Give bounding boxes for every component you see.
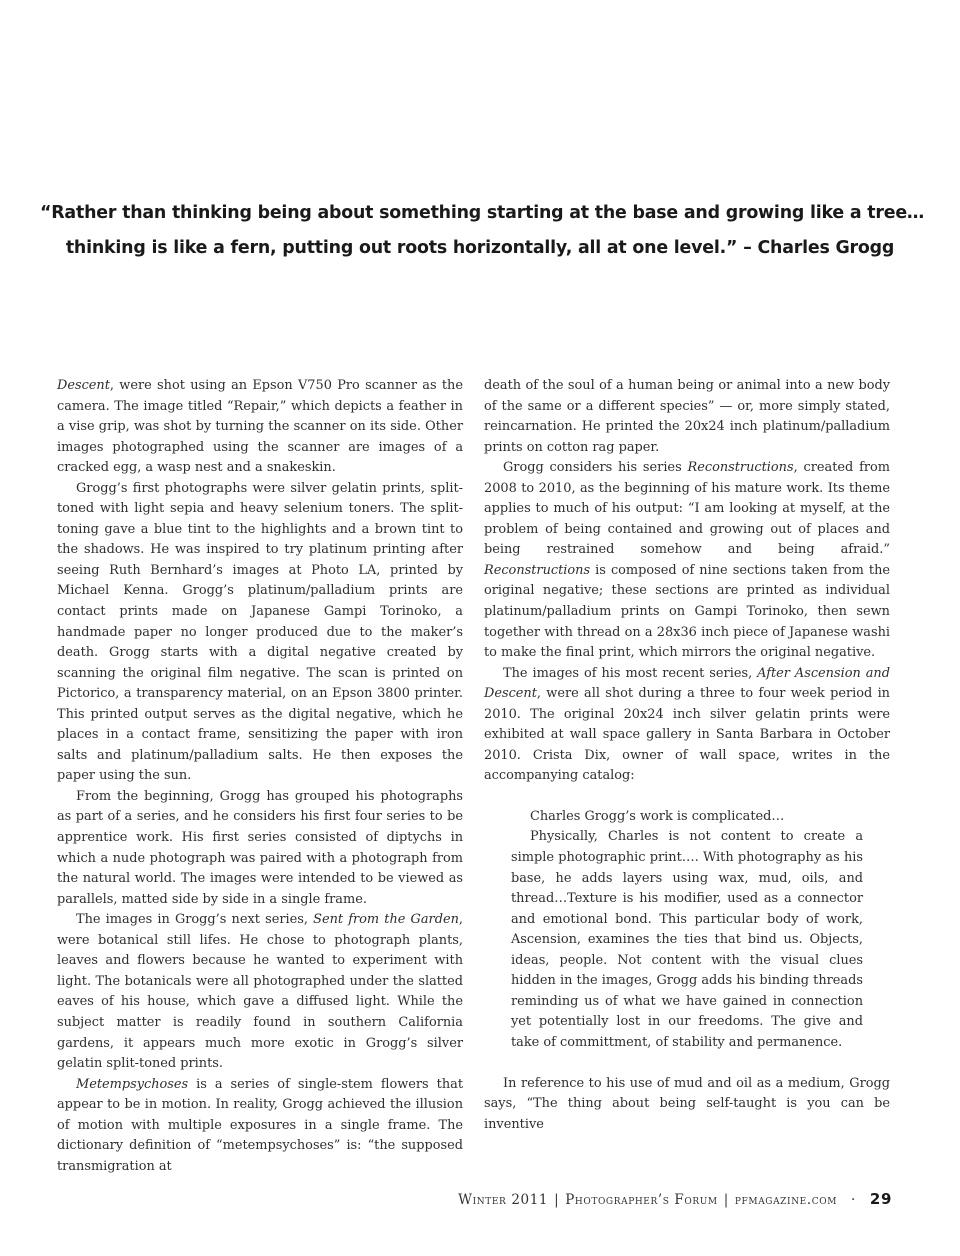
paragraph: death of the soul of a human being or animal into a new body of the same or a different species” — or, more simply stated, reincarnation. He printed the 20x24 inch platinum/palladium prints on cotton rag paper. [484, 378, 890, 455]
paragraph: The images of his most recent series, After Ascension and Descent, were all shot during a three to four week period in 2010. The original 20x24 inch silver gelatin prints were exhibited at wall space gallery in Santa Barbara in October 2010. Crista Dix, owner of wall space, writes in the accompanying catalog: [484, 665, 890, 784]
separator: | [723, 1192, 729, 1208]
blockquote-paragraph: Charles Grogg’s work is complicated… [530, 808, 785, 824]
series-title: Descent [57, 378, 110, 393]
series-title: Reconstructions [687, 460, 794, 476]
blockquote-paragraph: Physically, Charles is not content to create a simple photographic print…. With photography as his base, he adds layers using wax, mud, oils, and thread…Texture is his modifier, used as a connector and emotional bond. This particular body of work, Ascension, examines the ties that bind us. Objects, ideas, people. Not content with the visual clues hidden in the images, Grogg adds his binding threads reminding us of what we have gained in connection yet potentially lost in our freedoms. The give and take of committment, of stability and permanence. [511, 829, 863, 1050]
pull-quote [40, 196, 925, 266]
paragraph: Descent, were shot using an Epson V750 Pro scanner as the camera. The image titled “Repair,” which depicts a feather in a vise grip, was shot by turning the scanner on its side. Other images photographed using the scanner are images of a cracked egg, a wasp nest and a snakeskin. [57, 378, 463, 476]
paragraph: In reference to his use of mud and oil as a medium, Grogg says, “The thing about being self-taught is you can be inventive [484, 1075, 890, 1132]
paragraph: Grogg’s first photographs were silver gelatin prints, split-toned with light sepia and heavy selenium toners. The split-toning gave a blue tint to the highlights and a brown tint to the shadows. He was inspired to try platinum printing after seeing Ruth Bernhard’s images at Photo LA, printed by Michael Kenna. Grogg’s platinum/palladium prints are contact prints made on Japanese Gampi Torinoko, a handmade paper no longer produced due to the maker’s death. Grogg starts with a digital negative created by scanning the original film negative. The scan is printed on Pictorico, a transparency material, on an Epson 3800 printer. This printed output serves as the digital negative, which he places in a contact frame, sensitizing the paper with iron salts and platinum/palladium salts. He then exposes the paper using the sun. [57, 480, 463, 784]
series-title: Metempsychoses [76, 1076, 189, 1092]
page-footer [458, 1190, 892, 1208]
separator: | [554, 1192, 560, 1208]
series-title: Reconstructions [484, 562, 591, 578]
issue-label: Winter 2011 [458, 1192, 549, 1208]
left-column [57, 376, 463, 1177]
magazine-name: Photographer’s Forum [565, 1192, 718, 1208]
paragraph: The images in Grogg’s next series, Sent from the Garden, were botanical still lifes. He chose to photograph plants, leaves and flowers because he wanted to experiment with light. The botanicals were all photographed under the slatted eaves of his house, which gave a diffused light. While the subject matter is readily found in southern California gardens, it appears much more exotic in Grogg’s silver gelatin split-toned prints. [57, 912, 463, 1072]
right-column [484, 376, 890, 1135]
pull-quote-line-2: thinking is like a fern, putting out roots horizontally, all at one level.” – Charles Grogg [65, 238, 895, 258]
pull-quote-line-1: “Rather than thinking being about something starting at the base and growing like a tree… [40, 203, 925, 223]
series-title: After Ascension and Descent [484, 665, 890, 702]
paragraph: Metempsychoses is a series of single-stem flowers that appear to be in motion. In reality, Grogg achieved the illusion of motion with multiple exposures in a single frame. The dictionary definition of “metempsychoses” is: “the supposed transmigration at [57, 1076, 463, 1174]
page-number: 29 [869, 1190, 892, 1208]
website-label: pfmagazine.com [734, 1192, 838, 1208]
paragraph: From the beginning, Grogg has grouped his photographs as part of a series, and he considers his first four series to be apprentice work. His first series consisted of diptychs in which a nude photograph was paired with a photograph from the natural world. The images were intended to be viewed as parallels, matted side by side in a single frame. [57, 788, 463, 907]
catalog-blockquote [511, 807, 863, 1054]
bullet: · [851, 1192, 856, 1208]
series-title: Sent from the Garden [313, 912, 459, 928]
paragraph: Grogg considers his series Reconstructions, created from 2008 to 2010, as the beginning of his mature work. Its theme applies to much of his output: “I am looking at myself, at the problem of being contained and growing out of places and being restrained somehow and being afraid.” Reconstructions is composed of nine sections taken from the original negative; these sections are printed as individual platinum/palladium prints on Gampi Torinoko, then sewn together with thread on a 28x36 inch piece of Japanese washi to make the final print, which mirrors the original negative. [484, 460, 891, 661]
